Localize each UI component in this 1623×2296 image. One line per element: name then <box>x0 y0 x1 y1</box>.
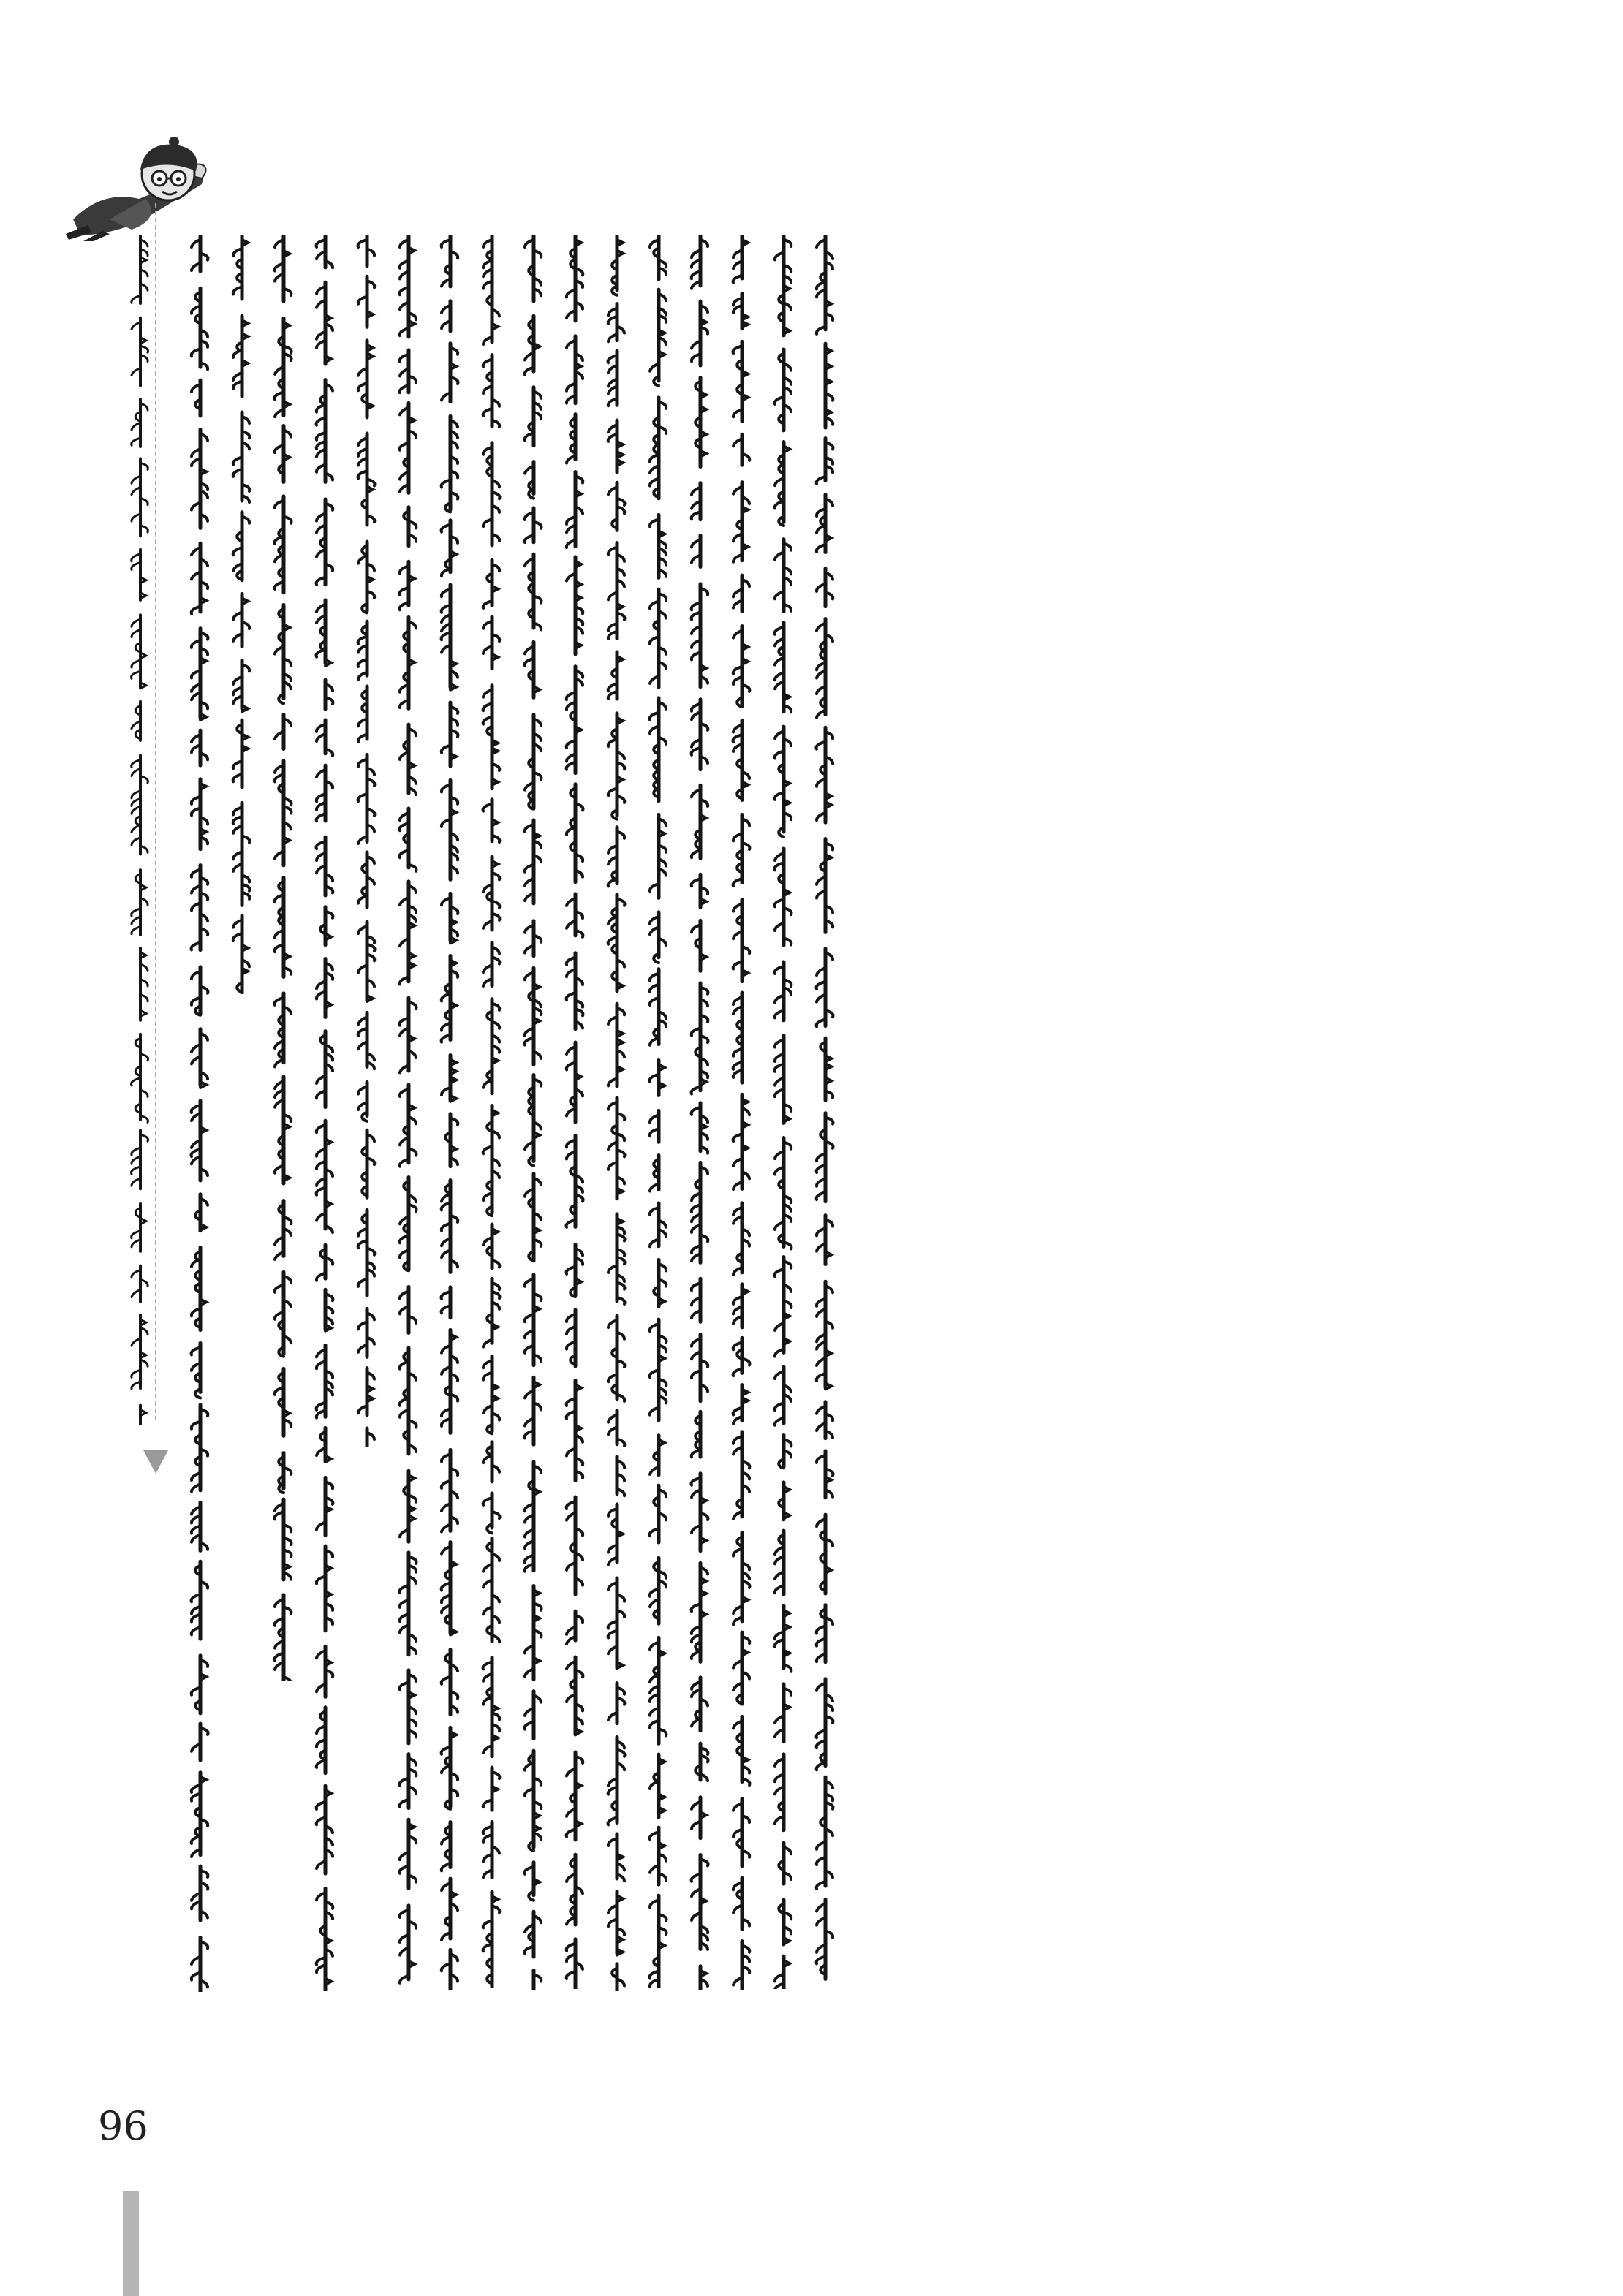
text-line <box>814 235 833 1988</box>
header-dashed-rule <box>155 203 156 1420</box>
text-line <box>647 235 666 1988</box>
text-line <box>189 235 208 1992</box>
text-line <box>605 235 624 1991</box>
cartoon-boy-icon <box>58 132 219 244</box>
text-line <box>689 235 708 1990</box>
text-line <box>480 235 499 1988</box>
text-line <box>230 235 249 994</box>
triangle-down-icon <box>143 1450 168 1474</box>
text-line <box>439 235 458 1990</box>
page-number: 96 <box>98 2103 148 2149</box>
text-line <box>397 235 416 1988</box>
text-line <box>772 235 791 1989</box>
text-line <box>564 235 583 1989</box>
text-line <box>314 235 333 1991</box>
text-line <box>355 235 374 1447</box>
text-line <box>730 235 749 1990</box>
text-line <box>272 235 291 1681</box>
header-text-line <box>129 235 148 1425</box>
page-edge-bar <box>123 2191 139 2296</box>
text-line <box>522 235 541 1990</box>
